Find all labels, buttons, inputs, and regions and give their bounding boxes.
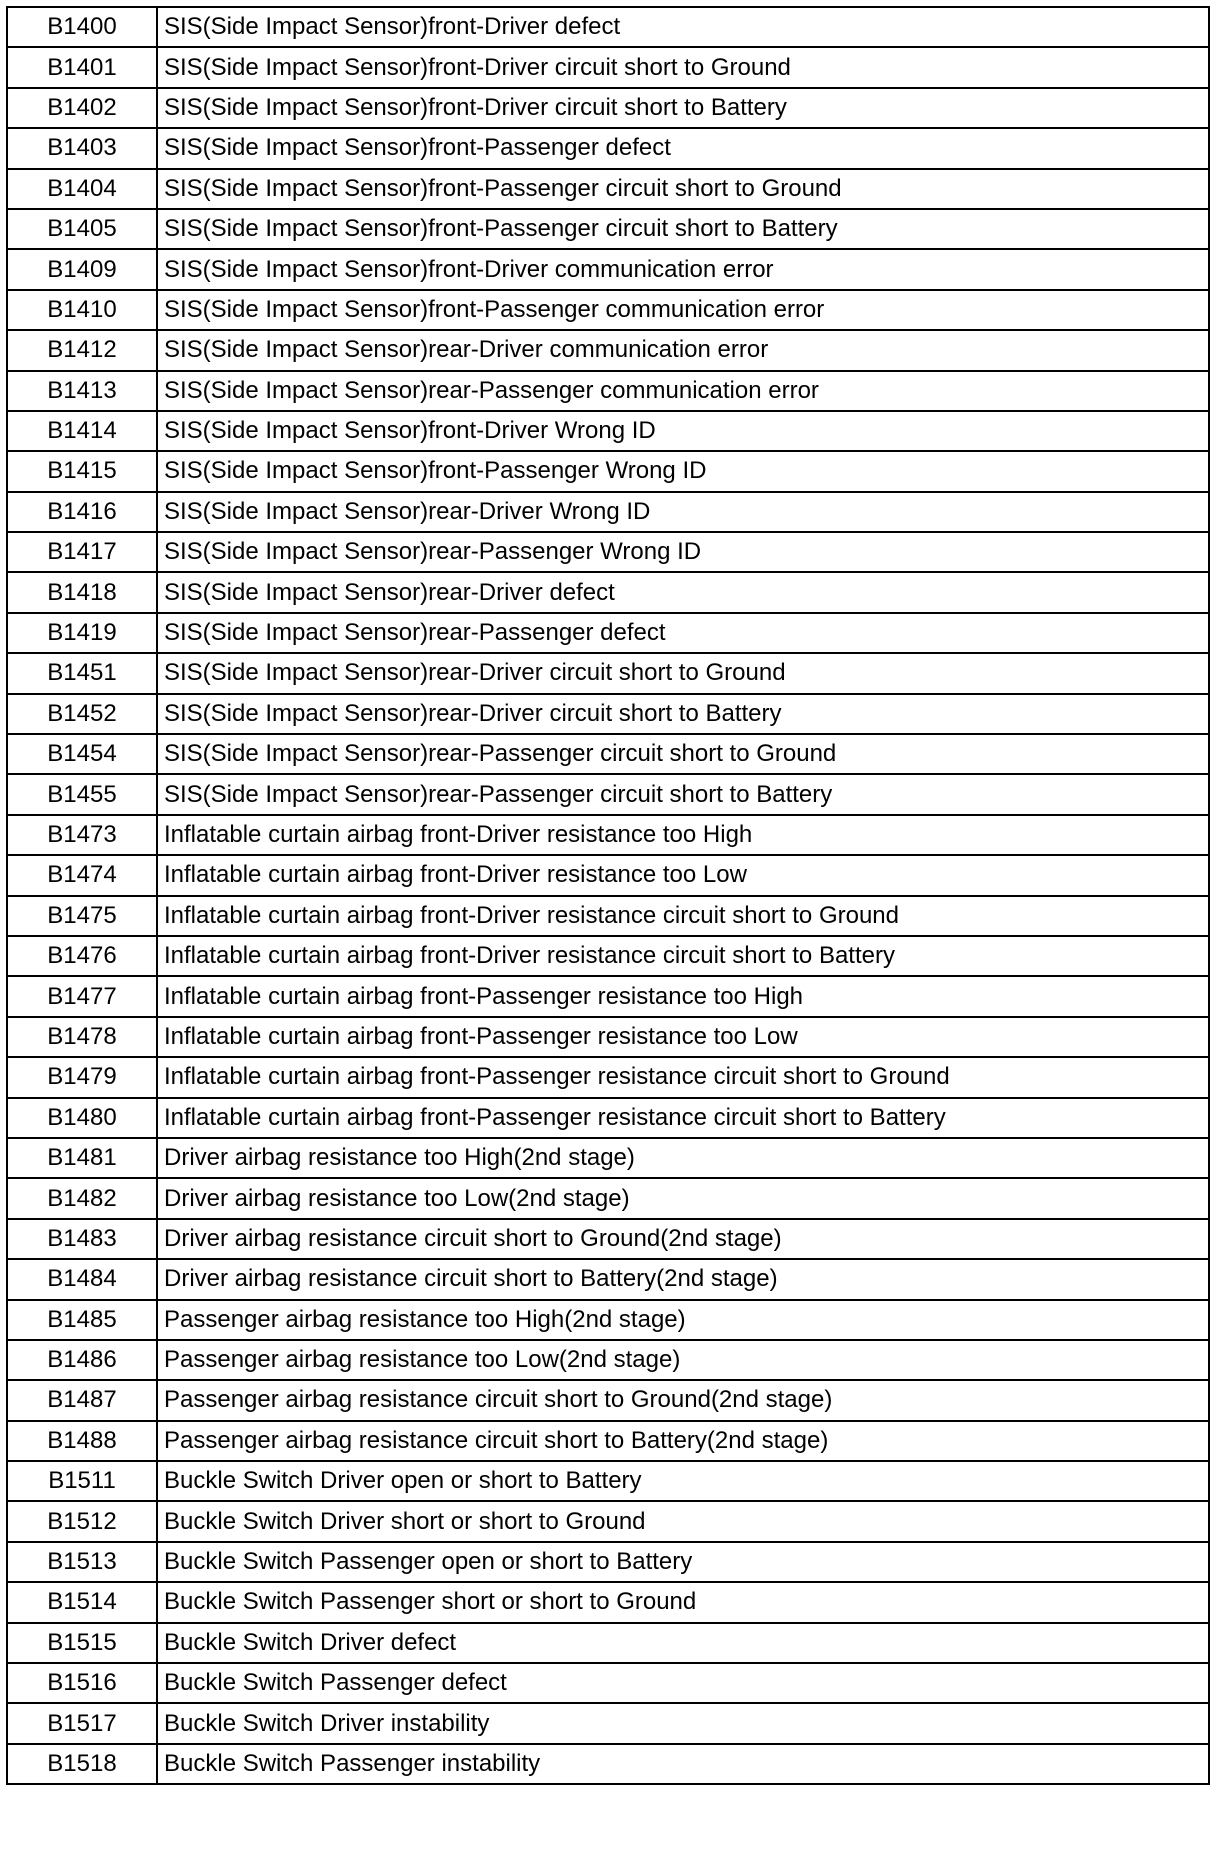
dtc-description-cell: Passenger airbag resistance too High(2nd stage) (157, 1300, 1209, 1340)
dtc-description-cell: Buckle Switch Passenger short or short to Ground (157, 1582, 1209, 1622)
dtc-code-cell: B1518 (7, 1744, 157, 1784)
table-row (7, 653, 1209, 693)
dtc-code-cell: B1402 (7, 88, 157, 128)
table-row (7, 855, 1209, 895)
dtc-description-cell: Buckle Switch Driver short or short to Ground (157, 1501, 1209, 1541)
table-row (7, 1582, 1209, 1622)
dtc-description-cell: Inflatable curtain airbag front-Driver resistance circuit short to Battery (157, 936, 1209, 976)
dtc-description-cell: Inflatable curtain airbag front-Driver resistance too High (157, 815, 1209, 855)
dtc-description-cell: SIS(Side Impact Sensor)rear-Passenger circuit short to Ground (157, 734, 1209, 774)
dtc-description-cell: Buckle Switch Passenger open or short to Battery (157, 1542, 1209, 1582)
dtc-code-cell: B1413 (7, 371, 157, 411)
table-row (7, 47, 1209, 87)
dtc-code-cell: B1412 (7, 330, 157, 370)
dtc-description-cell: SIS(Side Impact Sensor)front-Passenger circuit short to Ground (157, 169, 1209, 209)
dtc-description-cell: SIS(Side Impact Sensor)front-Passenger communication error (157, 290, 1209, 330)
dtc-description-cell: Buckle Switch Driver open or short to Battery (157, 1461, 1209, 1501)
dtc-code-cell: B1512 (7, 1501, 157, 1541)
dtc-code-cell: B1488 (7, 1421, 157, 1461)
dtc-description-cell: SIS(Side Impact Sensor)front-Driver circuit short to Ground (157, 47, 1209, 87)
dtc-code-cell: B1480 (7, 1098, 157, 1138)
dtc-code-cell: B1478 (7, 1017, 157, 1057)
dtc-description-cell: SIS(Side Impact Sensor)rear-Passenger Wrong ID (157, 532, 1209, 572)
dtc-code-cell: B1477 (7, 976, 157, 1016)
dtc-code-cell: B1476 (7, 936, 157, 976)
dtc-code-cell: B1487 (7, 1380, 157, 1420)
dtc-description-cell: Buckle Switch Driver defect (157, 1623, 1209, 1663)
dtc-description-cell: SIS(Side Impact Sensor)front-Driver Wrong ID (157, 411, 1209, 451)
dtc-description-cell: SIS(Side Impact Sensor)front-Driver defect (157, 7, 1209, 47)
table-row (7, 1219, 1209, 1259)
dtc-code-cell: B1474 (7, 855, 157, 895)
table-row (7, 613, 1209, 653)
dtc-description-cell: SIS(Side Impact Sensor)front-Passenger circuit short to Battery (157, 209, 1209, 249)
table-row (7, 572, 1209, 612)
dtc-code-cell: B1513 (7, 1542, 157, 1582)
table-row (7, 1057, 1209, 1097)
table-row (7, 815, 1209, 855)
table-row (7, 936, 1209, 976)
dtc-code-cell: B1404 (7, 169, 157, 209)
table-row (7, 1421, 1209, 1461)
dtc-description-cell: SIS(Side Impact Sensor)rear-Driver communication error (157, 330, 1209, 370)
dtc-code-table (6, 6, 1210, 1785)
dtc-description-cell: Driver airbag resistance circuit short to Battery(2nd stage) (157, 1259, 1209, 1299)
dtc-code-cell: B1401 (7, 47, 157, 87)
dtc-description-cell: Buckle Switch Passenger instability (157, 1744, 1209, 1784)
table-row (7, 734, 1209, 774)
table-row (7, 1744, 1209, 1784)
table-row (7, 1178, 1209, 1218)
dtc-code-cell: B1454 (7, 734, 157, 774)
dtc-code-cell: B1486 (7, 1340, 157, 1380)
dtc-code-cell: B1455 (7, 774, 157, 814)
dtc-description-cell: Inflatable curtain airbag front-Driver resistance too Low (157, 855, 1209, 895)
table-row (7, 1663, 1209, 1703)
dtc-code-cell: B1415 (7, 451, 157, 491)
dtc-code-cell: B1417 (7, 532, 157, 572)
dtc-description-cell: SIS(Side Impact Sensor)rear-Driver Wrong ID (157, 492, 1209, 532)
table-row (7, 88, 1209, 128)
dtc-description-cell: Driver airbag resistance too Low(2nd stage) (157, 1178, 1209, 1218)
dtc-description-cell: SIS(Side Impact Sensor)rear-Driver defect (157, 572, 1209, 612)
dtc-code-cell: B1414 (7, 411, 157, 451)
dtc-code-cell: B1483 (7, 1219, 157, 1259)
dtc-code-cell: B1485 (7, 1300, 157, 1340)
table-row (7, 451, 1209, 491)
dtc-code-cell: B1403 (7, 128, 157, 168)
table-row (7, 532, 1209, 572)
table-row (7, 896, 1209, 936)
dtc-code-cell: B1419 (7, 613, 157, 653)
table-row (7, 492, 1209, 532)
table-row (7, 169, 1209, 209)
dtc-code-cell: B1418 (7, 572, 157, 612)
table-row (7, 1300, 1209, 1340)
table-row (7, 7, 1209, 47)
dtc-description-cell: Inflatable curtain airbag front-Passenger resistance circuit short to Ground (157, 1057, 1209, 1097)
dtc-description-cell: SIS(Side Impact Sensor)front-Driver circuit short to Battery (157, 88, 1209, 128)
dtc-description-cell: SIS(Side Impact Sensor)rear-Driver circuit short to Ground (157, 653, 1209, 693)
dtc-description-cell: SIS(Side Impact Sensor)rear-Passenger defect (157, 613, 1209, 653)
dtc-table-body (7, 7, 1209, 1784)
dtc-description-cell: Buckle Switch Driver instability (157, 1703, 1209, 1743)
table-row (7, 1501, 1209, 1541)
dtc-code-cell: B1409 (7, 249, 157, 289)
table-row (7, 1138, 1209, 1178)
dtc-code-cell: B1517 (7, 1703, 157, 1743)
table-row (7, 1623, 1209, 1663)
table-row (7, 1380, 1209, 1420)
dtc-description-cell: Driver airbag resistance circuit short to Ground(2nd stage) (157, 1219, 1209, 1259)
table-row (7, 694, 1209, 734)
table-row (7, 774, 1209, 814)
table-row (7, 330, 1209, 370)
dtc-code-cell: B1484 (7, 1259, 157, 1299)
dtc-description-cell: Passenger airbag resistance circuit short to Ground(2nd stage) (157, 1380, 1209, 1420)
table-row (7, 371, 1209, 411)
table-row (7, 1017, 1209, 1057)
table-row (7, 1259, 1209, 1299)
dtc-code-cell: B1511 (7, 1461, 157, 1501)
dtc-code-cell: B1515 (7, 1623, 157, 1663)
dtc-code-cell: B1479 (7, 1057, 157, 1097)
table-row (7, 1542, 1209, 1582)
dtc-description-cell: Passenger airbag resistance too Low(2nd stage) (157, 1340, 1209, 1380)
dtc-description-cell: SIS(Side Impact Sensor)rear-Driver circuit short to Battery (157, 694, 1209, 734)
table-row (7, 1098, 1209, 1138)
dtc-code-cell: B1400 (7, 7, 157, 47)
dtc-description-cell: SIS(Side Impact Sensor)front-Passenger Wrong ID (157, 451, 1209, 491)
dtc-description-cell: SIS(Side Impact Sensor)rear-Passenger circuit short to Battery (157, 774, 1209, 814)
dtc-code-cell: B1473 (7, 815, 157, 855)
table-row (7, 976, 1209, 1016)
dtc-code-cell: B1475 (7, 896, 157, 936)
table-row (7, 1703, 1209, 1743)
dtc-code-cell: B1481 (7, 1138, 157, 1178)
dtc-code-cell: B1410 (7, 290, 157, 330)
dtc-description-cell: Inflatable curtain airbag front-Driver resistance circuit short to Ground (157, 896, 1209, 936)
table-row (7, 290, 1209, 330)
table-row (7, 128, 1209, 168)
dtc-description-cell: Driver airbag resistance too High(2nd stage) (157, 1138, 1209, 1178)
table-row (7, 411, 1209, 451)
dtc-description-cell: Inflatable curtain airbag front-Passenger resistance circuit short to Battery (157, 1098, 1209, 1138)
table-row (7, 249, 1209, 289)
dtc-code-cell: B1416 (7, 492, 157, 532)
table-row (7, 1461, 1209, 1501)
dtc-code-cell: B1405 (7, 209, 157, 249)
table-row (7, 1340, 1209, 1380)
dtc-description-cell: SIS(Side Impact Sensor)front-Passenger defect (157, 128, 1209, 168)
dtc-description-cell: SIS(Side Impact Sensor)rear-Passenger communication error (157, 371, 1209, 411)
dtc-description-cell: Buckle Switch Passenger defect (157, 1663, 1209, 1703)
dtc-description-cell: Passenger airbag resistance circuit short to Battery(2nd stage) (157, 1421, 1209, 1461)
dtc-description-cell: SIS(Side Impact Sensor)front-Driver communication error (157, 249, 1209, 289)
dtc-code-cell: B1514 (7, 1582, 157, 1622)
dtc-code-cell: B1482 (7, 1178, 157, 1218)
dtc-code-cell: B1516 (7, 1663, 157, 1703)
dtc-code-cell: B1452 (7, 694, 157, 734)
dtc-description-cell: Inflatable curtain airbag front-Passenger resistance too Low (157, 1017, 1209, 1057)
table-row (7, 209, 1209, 249)
dtc-description-cell: Inflatable curtain airbag front-Passenger resistance too High (157, 976, 1209, 1016)
dtc-code-cell: B1451 (7, 653, 157, 693)
